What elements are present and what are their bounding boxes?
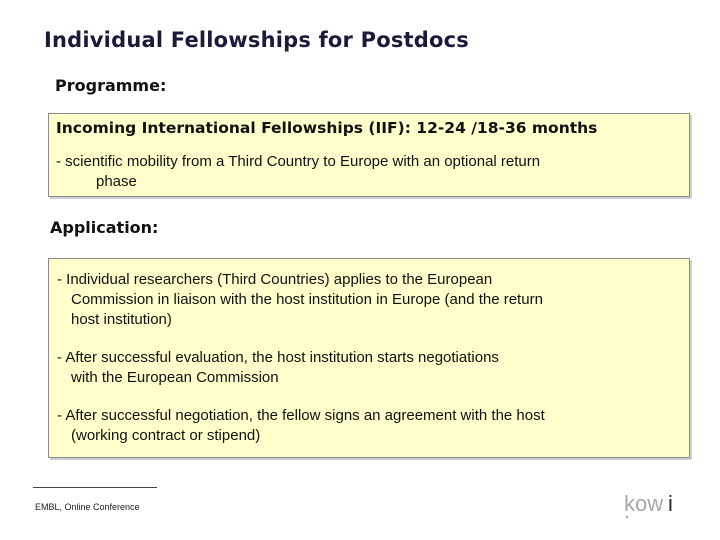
programme-bullet xyxy=(56,152,686,192)
programme-bullet-line-2: phase xyxy=(96,173,137,190)
programme-label: Programme: xyxy=(55,76,167,95)
kowi-logo xyxy=(624,491,684,521)
programme-box xyxy=(48,113,690,197)
application-bullet-1 xyxy=(57,270,685,330)
programme-heading: Incoming International Fellowships (IIF): 12-24 /18-36 months xyxy=(56,119,598,137)
application-label: Application: xyxy=(50,218,159,237)
footer-divider xyxy=(33,487,157,488)
application-bullet-3 xyxy=(57,406,685,446)
application-box xyxy=(48,258,690,458)
logo-text-dark: i xyxy=(668,491,673,516)
application-bullet-1-line-3: host institution) xyxy=(71,311,172,328)
application-bullet-1-line-2: Commission in liaison with the host institution in Europe (and the return xyxy=(71,291,543,308)
application-bullet-2 xyxy=(57,348,685,388)
application-bullet-3-line-1: - After successful negotiation, the fellow signs an agreement with the host xyxy=(57,407,545,424)
application-bullet-2-line-2: with the European Commission xyxy=(71,369,279,386)
logo-text-grey: kow xyxy=(624,491,664,516)
logo-dot-icon xyxy=(626,516,628,518)
slide-title: Individual Fellowships for Postdocs xyxy=(44,28,469,52)
footer-text: EMBL, Online Conference xyxy=(35,502,140,512)
programme-bullet-line-1: - scientific mobility from a Third Country to Europe with an optional return xyxy=(56,153,541,170)
application-bullet-2-line-1: - After successful evaluation, the host institution starts negotiations xyxy=(57,349,499,366)
application-bullet-1-line-1: - Individual researchers (Third Countries) applies to the European xyxy=(57,271,493,288)
application-bullet-3-line-2: (working contract or stipend) xyxy=(71,427,261,444)
